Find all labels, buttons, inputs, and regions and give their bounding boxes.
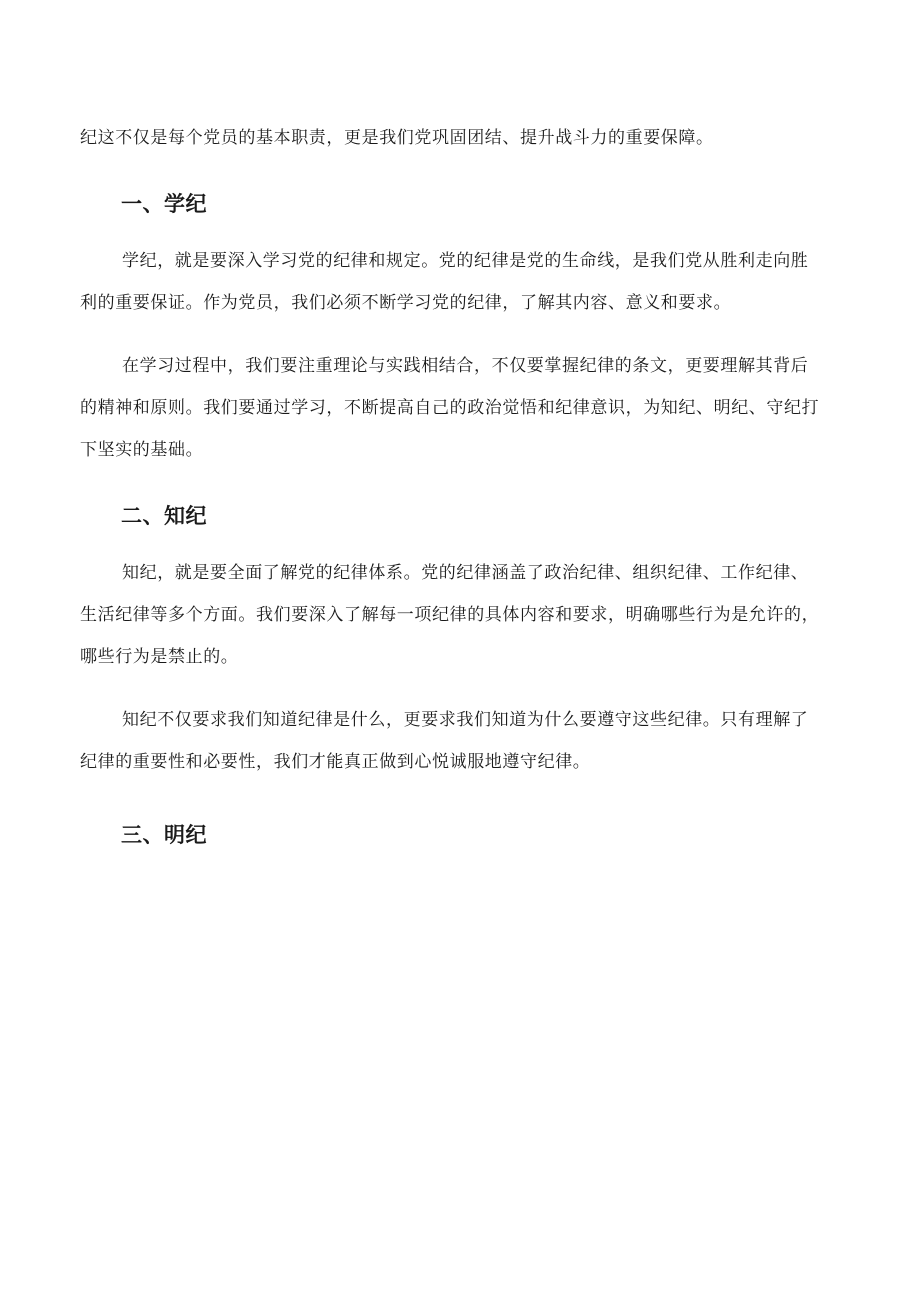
paragraph-line: 生活纪律等多个方面。我们要深入了解每一项纪律的具体内容和要求，明确哪些行为是允许的， bbox=[80, 605, 820, 625]
paragraph-line: 哪些行为是禁止的。 bbox=[80, 647, 239, 667]
intro-line: 纪这不仅是每个党员的基本职责，更是我们党巩固团结、提升战斗力的重要保障。 bbox=[80, 128, 714, 148]
paragraph-line: 的精神和原则。我们要通过学习，不断提高自己的政治觉悟和纪律意识，为知纪、明纪、守纪打 bbox=[80, 398, 820, 418]
section-heading-xueji: 一、学纪 bbox=[121, 192, 207, 216]
paragraph-line: 学纪，就是要深入学习党的纪律和规定。党的纪律是党的生命线，是我们党从胜利走向胜 bbox=[122, 251, 809, 271]
paragraph-line: 利的重要保证。作为党员，我们必须不断学习党的纪律，了解其内容、意义和要求。 bbox=[80, 293, 732, 313]
section-heading-zhiji: 二、知纪 bbox=[121, 504, 207, 528]
paragraph-line: 知纪，就是要全面了解党的纪律体系。党的纪律涵盖了政治纪律、组织纪律、工作纪律、 bbox=[122, 563, 809, 583]
paragraph-line: 在学习过程中，我们要注重理论与实践相结合，不仅要掌握纪律的条文，更要理解其背后 bbox=[122, 356, 809, 376]
section-heading-mingji: 三、明纪 bbox=[121, 823, 207, 847]
paragraph-line: 纪律的重要性和必要性，我们才能真正做到心悦诚服地遵守纪律。 bbox=[80, 752, 591, 772]
paragraph-line: 知纪不仅要求我们知道纪律是什么，更要求我们知道为什么要遵守这些纪律。只有理解了 bbox=[122, 710, 809, 730]
paragraph-line: 下坚实的基础。 bbox=[80, 440, 204, 460]
